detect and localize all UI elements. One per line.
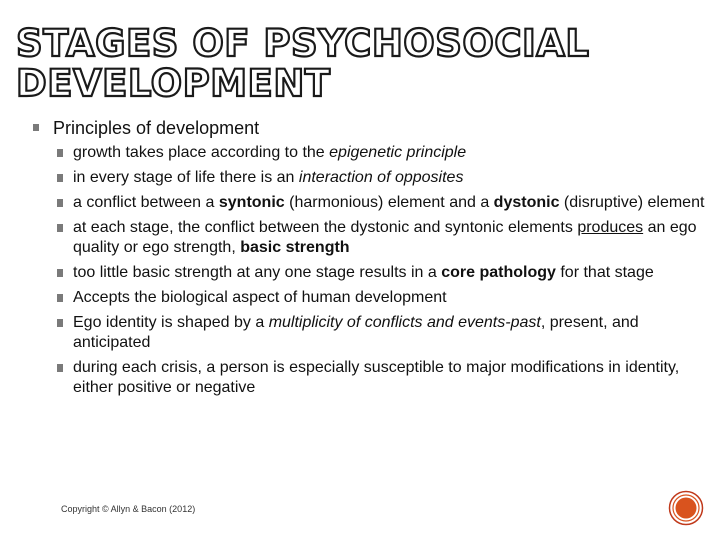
sub-bullet-text-segment: , present, and anticipated bbox=[73, 314, 639, 351]
slide-title-line-2: DEVELOPMENT bbox=[16, 62, 331, 105]
copyright-footer: Copyright © Allyn & Bacon (2012) bbox=[61, 504, 196, 514]
sub-bullet-text-segment: growth takes place according to the bbox=[73, 144, 330, 161]
sub-bullet-text-segment: too little basic strength at any one stage results in a bbox=[73, 264, 442, 281]
square-bullet-icon bbox=[57, 224, 63, 232]
sub-bullet-text-segment: produces bbox=[577, 219, 644, 236]
sub-bullet-text-segment: core pathology bbox=[441, 264, 556, 281]
sub-bullet-text-segment: Ego identity is shaped by a bbox=[73, 314, 269, 331]
square-bullet-icon bbox=[57, 174, 63, 182]
bullet-principles-text: Principles of development bbox=[53, 118, 260, 138]
square-bullet-icon bbox=[57, 269, 63, 277]
slide-title bbox=[16, 24, 696, 104]
square-bullet-icon bbox=[33, 124, 39, 131]
sub-bullet-item bbox=[57, 193, 707, 213]
sub-bullet-item bbox=[57, 358, 707, 398]
sub-bullet-text-segment: during each crisis, a person is especially susceptible to major modifications in identity, either positive or negative bbox=[73, 359, 680, 396]
sub-bullet-text-segment: Accepts the biological aspect of human development bbox=[73, 289, 447, 306]
sub-bullet-item bbox=[57, 168, 707, 188]
sub-bullet-text-segment: interaction of opposites bbox=[298, 169, 464, 186]
sub-bullet-item bbox=[57, 288, 707, 308]
sub-bullet-text-segment: in every stage of life there is an bbox=[73, 169, 299, 186]
square-bullet-icon bbox=[57, 199, 63, 207]
sub-bullet-item bbox=[57, 218, 707, 258]
circle-emblem-icon bbox=[668, 490, 704, 526]
sub-bullet-text-segment: epigenetic principle bbox=[329, 144, 467, 161]
sub-bullet-text-segment: basic strength bbox=[240, 239, 350, 256]
sub-bullet-item bbox=[57, 143, 707, 163]
slide-title-line-1: STAGES OF PSYCHOSOCIAL bbox=[16, 22, 590, 65]
logo-core bbox=[676, 498, 697, 519]
square-bullet-icon bbox=[57, 319, 63, 327]
square-bullet-icon bbox=[57, 149, 63, 157]
square-bullet-icon bbox=[57, 364, 63, 372]
sub-bullet-text-segment: multiplicity of conflicts and events-past bbox=[268, 314, 541, 331]
sub-bullet-text-segment: an ego quality or ego strength, bbox=[73, 219, 697, 256]
sub-bullet-list bbox=[57, 143, 707, 403]
sub-bullet-item bbox=[57, 263, 707, 283]
sub-bullet-text-segment: (disruptive) element bbox=[559, 194, 705, 211]
sub-bullet-text-segment: dystonic bbox=[493, 194, 560, 211]
bullet-principles bbox=[33, 117, 259, 139]
sub-bullet-text-segment: for that stage bbox=[555, 264, 654, 281]
sub-bullet-text-segment: (harmonious) element and a bbox=[284, 194, 494, 211]
sub-bullet-text-segment: a conflict between a bbox=[73, 194, 219, 211]
square-bullet-icon bbox=[57, 294, 63, 302]
sub-bullet-text-segment: at each stage, the conflict between the dystonic and syntonic elements bbox=[73, 219, 578, 236]
sub-bullet-item bbox=[57, 313, 707, 353]
sub-bullet-text-segment: syntonic bbox=[218, 194, 285, 211]
